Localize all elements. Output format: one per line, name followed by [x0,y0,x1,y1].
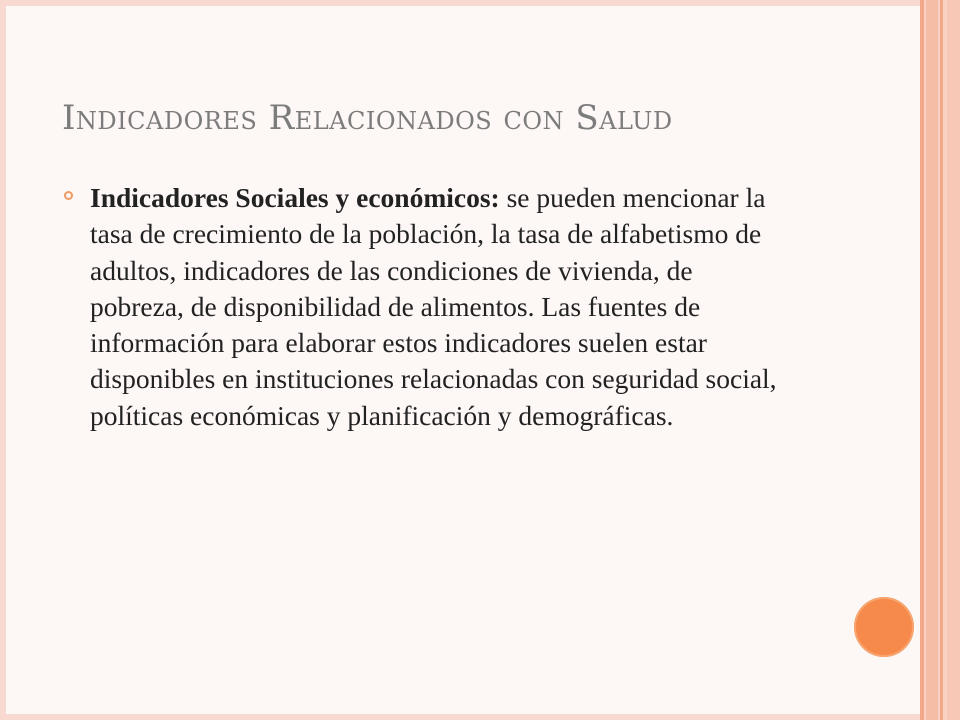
bullet-lead: Indicadores Sociales y económicos: [90,182,500,213]
slide-title: Indicadores Relacionados con Salud [62,98,673,138]
bullet-body: se pueden mencionar la tasa de crecimiento de la población, la tasa de alfabetismo de adultos, indicadores de las condiciones de vivienda, de pobreza, de disponibilidad de alimentos. Las fuentes de información para elaborar estos indicadores suelen estar disponibles en instituciones relacionadas con seguridad social, políticas económicas y planificación y demográficas. [90,182,777,431]
stripe [947,0,960,720]
stripe [940,0,943,720]
bullet-text [90,180,784,434]
bullet-item [64,180,784,434]
decorative-side-stripes [920,0,960,720]
bullet-circle-icon [64,191,73,200]
stripe [920,0,924,720]
stripe [926,0,938,720]
decorative-orange-circle-icon [854,597,914,657]
